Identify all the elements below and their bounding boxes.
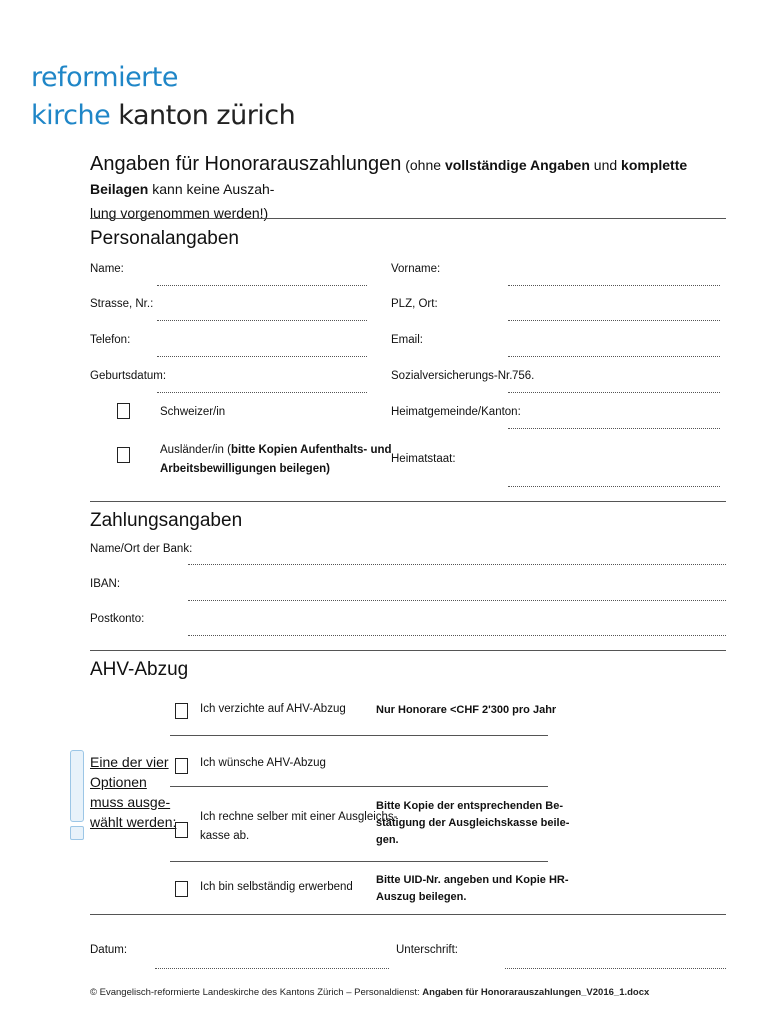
field-email[interactable] <box>508 356 720 357</box>
label-ahv-verzicht: Ich verzichte auf AHV-Abzug <box>200 703 346 715</box>
label-schweizer: Schweizer/in <box>160 406 226 418</box>
title-part-1: (ohne <box>401 157 445 173</box>
logo-word-kirche: kirche <box>31 100 111 131</box>
divider-ahv <box>90 650 726 651</box>
label-plz-ort: PLZ, Ort: <box>391 298 438 310</box>
ahv-instruction-line-2: Optionen <box>90 774 147 790</box>
field-plz-ort[interactable] <box>508 320 720 321</box>
logo-word-kanton: kanton zürich <box>110 100 296 131</box>
field-vorname[interactable] <box>508 285 720 286</box>
field-postkonto[interactable] <box>188 635 726 636</box>
note-ahv-selbstaendig-1: Bitte UID-Nr. angeben und Kopie HR- <box>376 874 569 886</box>
note-ahv-ausgleichskasse-3: gen. <box>376 834 399 846</box>
divider-personal <box>90 218 726 219</box>
label-ahv-ausgleichskasse-1: Ich rechne selber mit einer Ausgleichs- <box>200 811 398 823</box>
page-title <box>90 152 730 225</box>
title-part-3: kann keine Auszah- <box>148 181 275 197</box>
field-heimatstaat[interactable] <box>508 486 720 487</box>
ahv-instruction-line-4: wählt werden: <box>90 814 177 830</box>
logo-line-2 <box>31 100 295 131</box>
field-name[interactable] <box>157 285 367 286</box>
field-sozialversicherung[interactable] <box>508 392 720 393</box>
sozialversicherung-prefix: 756. <box>512 370 535 382</box>
checkbox-auslaender[interactable] <box>117 447 130 463</box>
divider-signature <box>90 914 726 915</box>
note-ahv-verzicht: Nur Honorare <CHF 2'300 pro Jahr <box>376 704 557 716</box>
divider-ahv-option-1 <box>170 735 548 736</box>
field-geburtsdatum[interactable] <box>157 392 367 393</box>
label-unterschrift: Unterschrift: <box>396 944 458 956</box>
note-ahv-ausgleichskasse <box>376 798 569 849</box>
field-heimatgemeinde[interactable] <box>508 428 720 429</box>
auslaender-note-2: Arbeitsbewilligungen beilegen) <box>160 463 330 475</box>
logo-line-1: reformierte <box>31 62 178 93</box>
title-part-2: und <box>589 157 622 173</box>
auslaender-text: Ausländer/in ( <box>160 444 231 456</box>
exclamation-dot-icon <box>70 826 84 840</box>
footer <box>90 987 649 998</box>
exclamation-icon <box>70 750 84 822</box>
divider-ahv-option-3 <box>170 861 548 862</box>
label-datum: Datum: <box>90 944 128 956</box>
checkbox-schweizer[interactable] <box>117 403 130 419</box>
ahv-instruction-line-1: Eine der vier <box>90 754 169 770</box>
field-telefon[interactable] <box>157 356 367 357</box>
checkbox-ahv-verzicht[interactable] <box>175 703 188 719</box>
label-ahv-ausgleichskasse <box>200 808 398 846</box>
title-bold-1: vollständige Angaben <box>444 157 590 173</box>
field-strasse[interactable] <box>157 320 367 321</box>
heading-ahv: AHV-Abzug <box>90 659 189 680</box>
field-datum[interactable] <box>155 968 389 969</box>
label-sozialversicherung: Sozialversicherungs-Nr. <box>391 370 513 382</box>
divider-ahv-option-2 <box>170 786 548 787</box>
label-email: Email: <box>391 334 423 346</box>
label-geburtsdatum: Geburtsdatum: <box>90 370 167 382</box>
label-ahv-wunsch: Ich wünsche AHV-Abzug <box>200 757 326 769</box>
field-iban[interactable] <box>188 600 726 601</box>
ahv-instruction-line-3: muss ausge- <box>90 794 171 810</box>
label-telefon: Telefon: <box>90 334 131 346</box>
label-bank: Name/Ort der Bank: <box>90 543 193 555</box>
label-vorname: Vorname: <box>391 263 441 275</box>
heading-payment: Zahlungsangaben <box>90 510 243 531</box>
label-auslaender <box>160 441 392 479</box>
label-strasse: Strasse, Nr.: <box>90 298 154 310</box>
checkbox-ahv-wunsch[interactable] <box>175 758 188 774</box>
heading-personal: Personalangaben <box>90 228 239 249</box>
note-ahv-ausgleichskasse-1: Bitte Kopie der entsprechenden Be- <box>376 800 564 812</box>
field-unterschrift[interactable] <box>505 968 726 969</box>
footer-text: © Evangelisch-reformierte Landeskirche des Kantons Zürich – Personaldienst: <box>90 987 423 998</box>
title-line-2: lung vorgenommen werden!) <box>90 205 269 221</box>
field-bank[interactable] <box>188 564 726 565</box>
title-bold-2: komplette Beilagen <box>90 157 688 197</box>
footer-filename: Angaben für Honorarauszahlungen_V2016_1.docx <box>422 987 650 998</box>
label-ahv-ausgleichskasse-2: kasse ab. <box>200 830 250 842</box>
label-heimatstaat: Heimatstaat: <box>391 453 456 465</box>
ahv-instruction <box>90 752 176 832</box>
label-ahv-selbstaendig: Ich bin selbständig erwerbend <box>200 881 353 893</box>
note-ahv-selbstaendig <box>376 872 569 906</box>
note-ahv-selbstaendig-2: Auszug beilegen. <box>376 891 467 903</box>
label-postkonto: Postkonto: <box>90 613 145 625</box>
checkbox-ahv-ausgleichskasse[interactable] <box>175 822 188 838</box>
label-iban: IBAN: <box>90 578 121 590</box>
checkbox-ahv-selbstaendig[interactable] <box>175 881 188 897</box>
note-ahv-ausgleichskasse-2: stätigung der Ausgleichskasse beile- <box>376 817 570 829</box>
title-main: Angaben für Honorarauszahlungen <box>90 153 402 175</box>
divider-payment <box>90 501 726 502</box>
label-name: Name: <box>90 263 124 275</box>
auslaender-note: bitte Kopien Aufenthalts- und <box>230 444 392 456</box>
label-heimatgemeinde: Heimatgemeinde/Kanton: <box>391 406 521 418</box>
